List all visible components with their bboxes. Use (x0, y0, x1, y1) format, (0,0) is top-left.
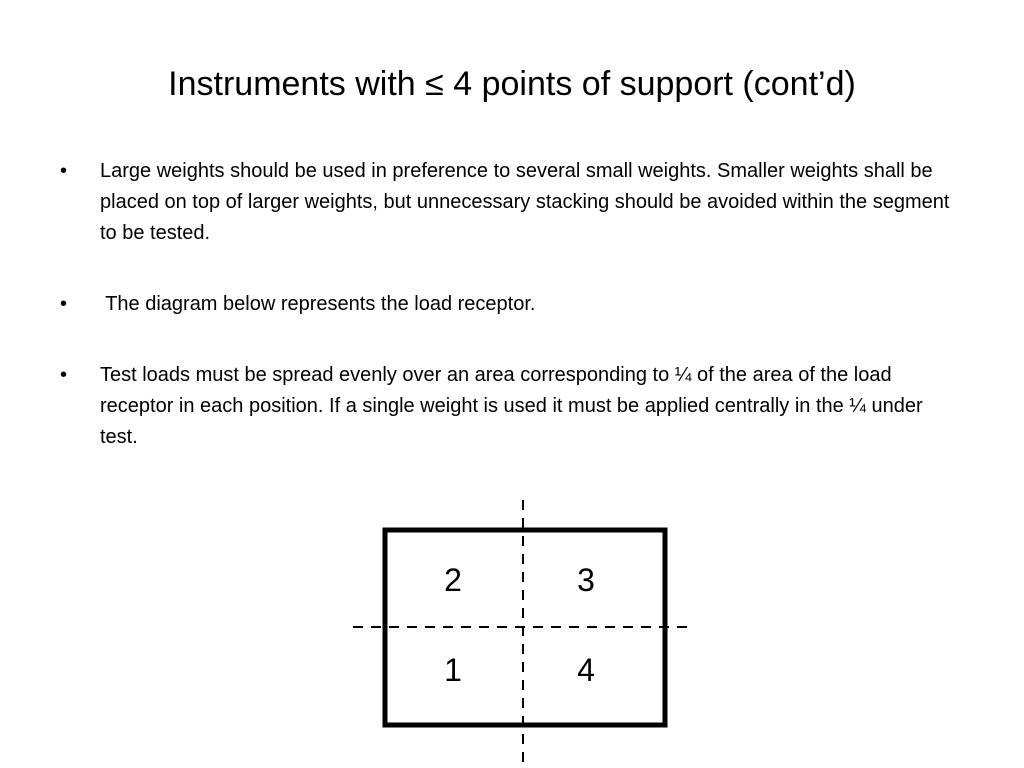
bullet-dot-icon: • (60, 160, 68, 182)
quadrant-label-top-right: 3 (577, 562, 595, 598)
load-receptor-diagram (345, 495, 705, 765)
bullet-text: Large weights should be used in preference to several small weights. Smaller weights shall be placed on top of larger weights, but unnecessary stacking should be avoided within the segment to be tested. (100, 160, 950, 244)
bullet-item (55, 156, 955, 249)
bullet-dot-icon: • (60, 293, 68, 315)
quadrant-label-bottom-left: 1 (444, 652, 462, 688)
bullet-text: The diagram below represents the load receptor. (100, 293, 536, 315)
quadrant-label-top-left: 2 (444, 562, 462, 598)
slide-title: Instruments with ≤ 4 points of support (cont’d) (168, 65, 856, 103)
bullet-item (55, 289, 955, 320)
bullet-text: Test loads must be spread evenly over an area corresponding to ¼ of the area of the load receptor in each position. If a single weight is used it must be applied centrally in the ¼ under test. (100, 364, 923, 448)
quadrant-label-bottom-right: 4 (577, 652, 595, 688)
bullet-item (55, 360, 955, 453)
bullet-dot-icon: • (60, 364, 68, 386)
bullet-list (55, 156, 955, 493)
